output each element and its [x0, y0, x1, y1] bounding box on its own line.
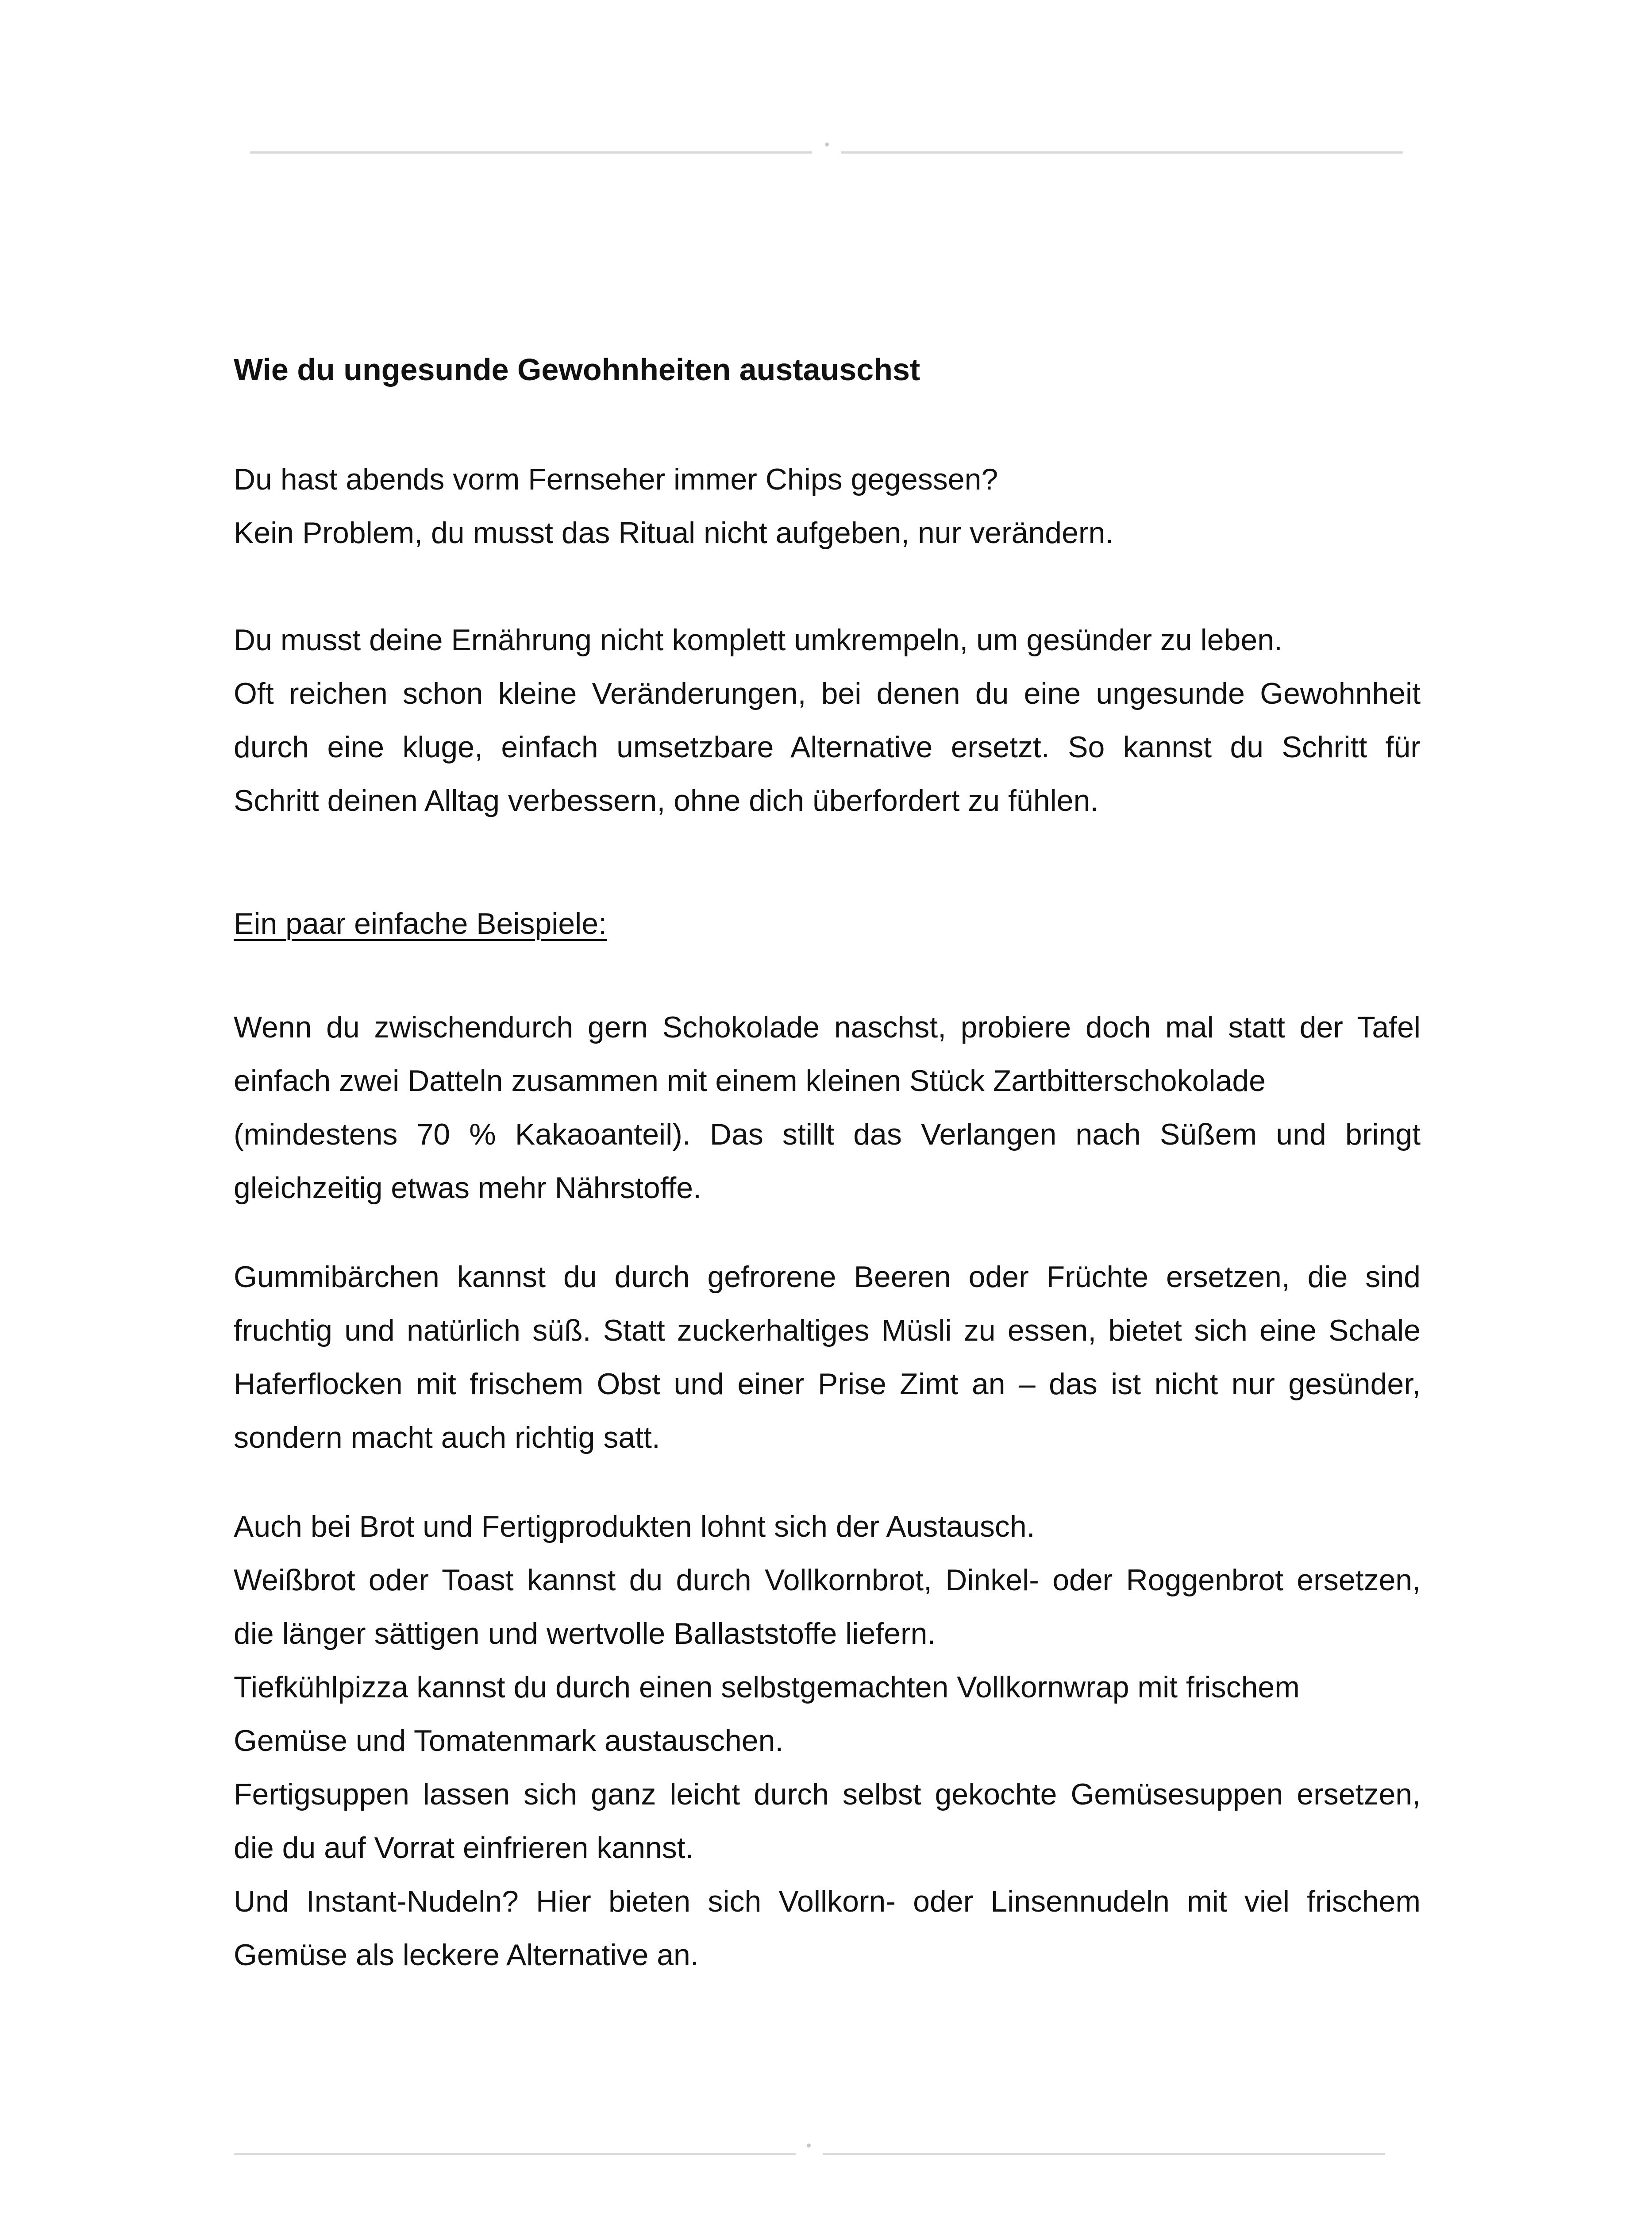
paragraph-line: Gummibärchen kannst du durch gefrorene Beeren oder Früchte ersetzen, die sind	[234, 1260, 1421, 1294]
paragraph-line: (mindestens 70 % Kakaoanteil). Das stillt das Verlangen nach Süßem und bringt	[234, 1118, 1421, 1151]
paragraph-line: Und Instant-Nudeln? Hier bieten sich Vollkorn- oder Linsennudeln mit viel frischem	[234, 1885, 1421, 1918]
paragraph-line: die du auf Vorrat einfrieren kannst.	[234, 1831, 694, 1865]
subheading-text: Ein paar einfache Beispiele:	[234, 907, 607, 941]
intro-paragraph	[234, 453, 1421, 560]
intro-line: Kein Problem, du musst das Ritual nicht aufgeben, nur verändern.	[234, 516, 1114, 550]
paragraph-line: Fertigsuppen lassen sich ganz leicht durch selbst gekochte Gemüsesuppen ersetzen,	[234, 1777, 1421, 1811]
paragraph-line: Gemüse als leckere Alternative an.	[234, 1938, 699, 1972]
paragraph-line: Tiefkühlpizza kannst du durch einen selbstgemachten Vollkornwrap mit frischem	[234, 1670, 1300, 1704]
paragraph-line: Du musst deine Ernährung nicht komplett umkrempeln, um gesünder zu leben.	[234, 623, 1282, 657]
paragraph-line: fruchtig und natürlich süß. Statt zuckerhaltiges Müsli zu essen, bietet sich eine Schale	[234, 1314, 1421, 1347]
header-rule-left	[250, 151, 812, 154]
header-dot	[825, 143, 829, 147]
paragraph-2	[234, 1001, 1421, 1215]
paragraph-line: Schritt deinen Alltag verbessern, ohne dich überfordert zu fühlen.	[234, 784, 1099, 817]
paragraph-line: einfach zwei Datteln zusammen mit einem kleinen Stück Zartbitterschokolade	[234, 1064, 1266, 1098]
footer-dot	[807, 2144, 811, 2147]
paragraph-line: Weißbrot oder Toast kannst du durch Vollkornbrot, Dinkel- oder Roggenbrot ersetzen,	[234, 1563, 1421, 1597]
paragraph-line: Haferflocken mit frischem Obst und einer Prise Zimt an – das ist nicht nur gesünder,	[234, 1367, 1421, 1401]
intro-line: Du hast abends vorm Fernseher immer Chips gegessen?	[234, 463, 998, 496]
document-body	[234, 350, 1421, 1982]
paragraph-line: Gemüse und Tomatenmark austauschen.	[234, 1724, 784, 1758]
paragraph-3	[234, 1250, 1421, 1465]
document-title: Wie du ungesunde Gewohnheiten austauschst	[234, 352, 920, 387]
paragraph-4	[234, 1500, 1421, 1982]
paragraph-line: Wenn du zwischendurch gern Schokolade naschst, probiere doch mal statt der Tafel	[234, 1010, 1421, 1044]
paragraph-line: gleichzeitig etwas mehr Nährstoffe.	[234, 1171, 702, 1205]
paragraph-line: Oft reichen schon kleine Veränderungen, bei denen du eine ungesunde Gewohnheit	[234, 677, 1421, 710]
footer-rule-right	[823, 2153, 1385, 2155]
paragraph-line: die länger sättigen und wertvolle Ballaststoffe liefern.	[234, 1617, 936, 1650]
footer-rule-left	[234, 2153, 796, 2155]
paragraph-line: Auch bei Brot und Fertigprodukten lohnt sich der Austausch.	[234, 1510, 1035, 1543]
examples-subheading	[234, 897, 1421, 951]
paragraph-line: sondern macht auch richtig satt.	[234, 1421, 660, 1454]
paragraph-line: durch eine kluge, einfach umsetzbare Alternative ersetzt. So kannst du Schritt für	[234, 730, 1421, 764]
header-rule-right	[841, 151, 1403, 154]
paragraph-1	[234, 613, 1421, 828]
